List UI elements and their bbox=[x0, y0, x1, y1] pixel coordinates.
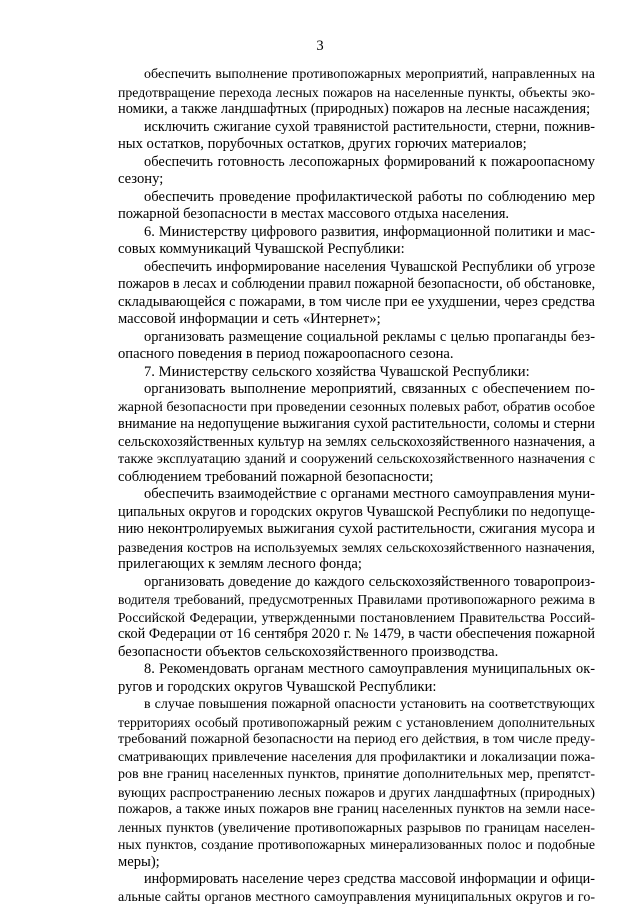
text-line: меры); bbox=[118, 854, 595, 872]
text-line: ругов и городских округов Чувашской Республики: bbox=[118, 679, 595, 697]
text-line: альные сайты органов местного самоуправления муниципальных округов и го- bbox=[118, 889, 595, 906]
text-line: 6. Министерству цифрового развития, информационной политики и мас- bbox=[118, 224, 595, 242]
text-line: ленных пунктов (увеличение противопожарных разрывов по границам населен- bbox=[118, 819, 595, 837]
text-line: ров вне границ населенных пунктов, принятие дополнительных мер, препятст- bbox=[118, 766, 595, 784]
text-line: сматривающих привлечение населения для профилактики и локализации пожа- bbox=[118, 749, 595, 767]
page-number: 3 bbox=[0, 38, 640, 55]
text-line: ных пунктов, создание противопожарных минерализованных полос и подобные bbox=[118, 836, 595, 854]
text-line: вующих распространению лесных пожаров и других ландшафтных (природных) bbox=[118, 784, 595, 802]
text-line: пожарной безопасности в местах массового отдыха населения. bbox=[118, 206, 595, 224]
text-line: Российской Федерации, утвержденными постановлением Правительства Россий- bbox=[118, 609, 595, 627]
text-line: прилегающих к землям лесного фонда; bbox=[118, 556, 595, 574]
text-line: номики, а также ландшафтных (природных) пожаров на лесные насаждения; bbox=[118, 101, 595, 119]
text-line: исключить сжигание сухой травянистой растительности, стерни, пожнив- bbox=[118, 119, 595, 137]
text-line: также эксплуатацию зданий и сооружений сельскохозяйственного назначения с bbox=[118, 451, 595, 469]
text-line: в случае повышения пожарной опасности установить на соответствующих bbox=[118, 696, 595, 714]
text-line: организовать доведение до каждого сельскохозяйственного товаропроиз- bbox=[118, 574, 595, 592]
text-line: ных остатков, порубочных остатков, других горючих материалов; bbox=[118, 136, 595, 154]
text-line: информировать население через средства массовой информации и офици- bbox=[118, 871, 595, 889]
text-line: опасного поведения в период пожароопасного сезона. bbox=[118, 346, 595, 364]
text-line: складывающейся с пожарами, в том числе при ее ухудшении, через средства bbox=[118, 294, 595, 312]
text-line: 7. Министерству сельского хозяйства Чувашской Республики: bbox=[118, 364, 595, 382]
text-line: жарной безопасности при проведении сезонных полевых работ, обратив особое bbox=[118, 399, 595, 417]
text-line: разведения костров на используемых землях сельскохозяйственного назначения, bbox=[118, 539, 595, 557]
text-line: организовать выполнение мероприятий, связанных с обеспечением по- bbox=[118, 381, 595, 399]
text-line: обеспечить информирование населения Чувашской Республики об угрозе bbox=[118, 259, 595, 277]
text-line: пожаров, а также иных пожаров вне границ населенных пунктов на земли насе- bbox=[118, 801, 595, 819]
text-line: нию неконтролируемых выжигания сухой растительности, сжигания мусора и bbox=[118, 521, 595, 539]
text-line: водителя требований, предусмотренных Правилами противопожарного режима в bbox=[118, 591, 595, 609]
text-line: ципальных округов и городских округов Чувашской Республики по недопуще- bbox=[118, 504, 595, 522]
text-line: обеспечить выполнение противопожарных мероприятий, направленных на bbox=[118, 66, 595, 84]
text-line: внимание на недопущение выжигания сухой растительности, соломы и стерни bbox=[118, 416, 595, 434]
text-line: обеспечить взаимодействие с органами местного самоуправления муни- bbox=[118, 486, 595, 504]
text-line: предотвращение перехода лесных пожаров на населенные пункты, объекты эко- bbox=[118, 84, 595, 102]
text-line: сельскохозяйственных культур на землях сельскохозяйственного назначения, а bbox=[118, 434, 595, 452]
text-line: безопасности объектов сельскохозяйственного производства. bbox=[118, 644, 595, 662]
text-line: организовать размещение социальной рекламы с целью пропаганды без- bbox=[118, 329, 595, 347]
document-body bbox=[118, 66, 595, 906]
text-line: пожаров в лесах и соблюдении правил пожарной безопасности, об обстановке, bbox=[118, 276, 595, 294]
text-line: требований пожарной безопасности на период его действия, в том числе преду- bbox=[118, 731, 595, 749]
text-line: 8. Рекомендовать органам местного самоуправления муниципальных ок- bbox=[118, 661, 595, 679]
text-line: обеспечить проведение профилактической работы по соблюдению мер bbox=[118, 189, 595, 207]
text-line: массовой информации и сеть «Интернет»; bbox=[118, 311, 595, 329]
text-line: соблюдением требований пожарной безопасности; bbox=[118, 469, 595, 487]
text-line: сезону; bbox=[118, 171, 595, 189]
text-line: совых коммуникаций Чувашской Республики: bbox=[118, 241, 595, 259]
text-line: обеспечить готовность лесопожарных формирований к пожароопасному bbox=[118, 154, 595, 172]
text-line: территориях особый противопожарный режим с установлением дополнительных bbox=[118, 714, 595, 732]
text-line: ской Федерации от 16 сентября 2020 г. № 1479, в части обеспечения пожарной bbox=[118, 626, 595, 644]
